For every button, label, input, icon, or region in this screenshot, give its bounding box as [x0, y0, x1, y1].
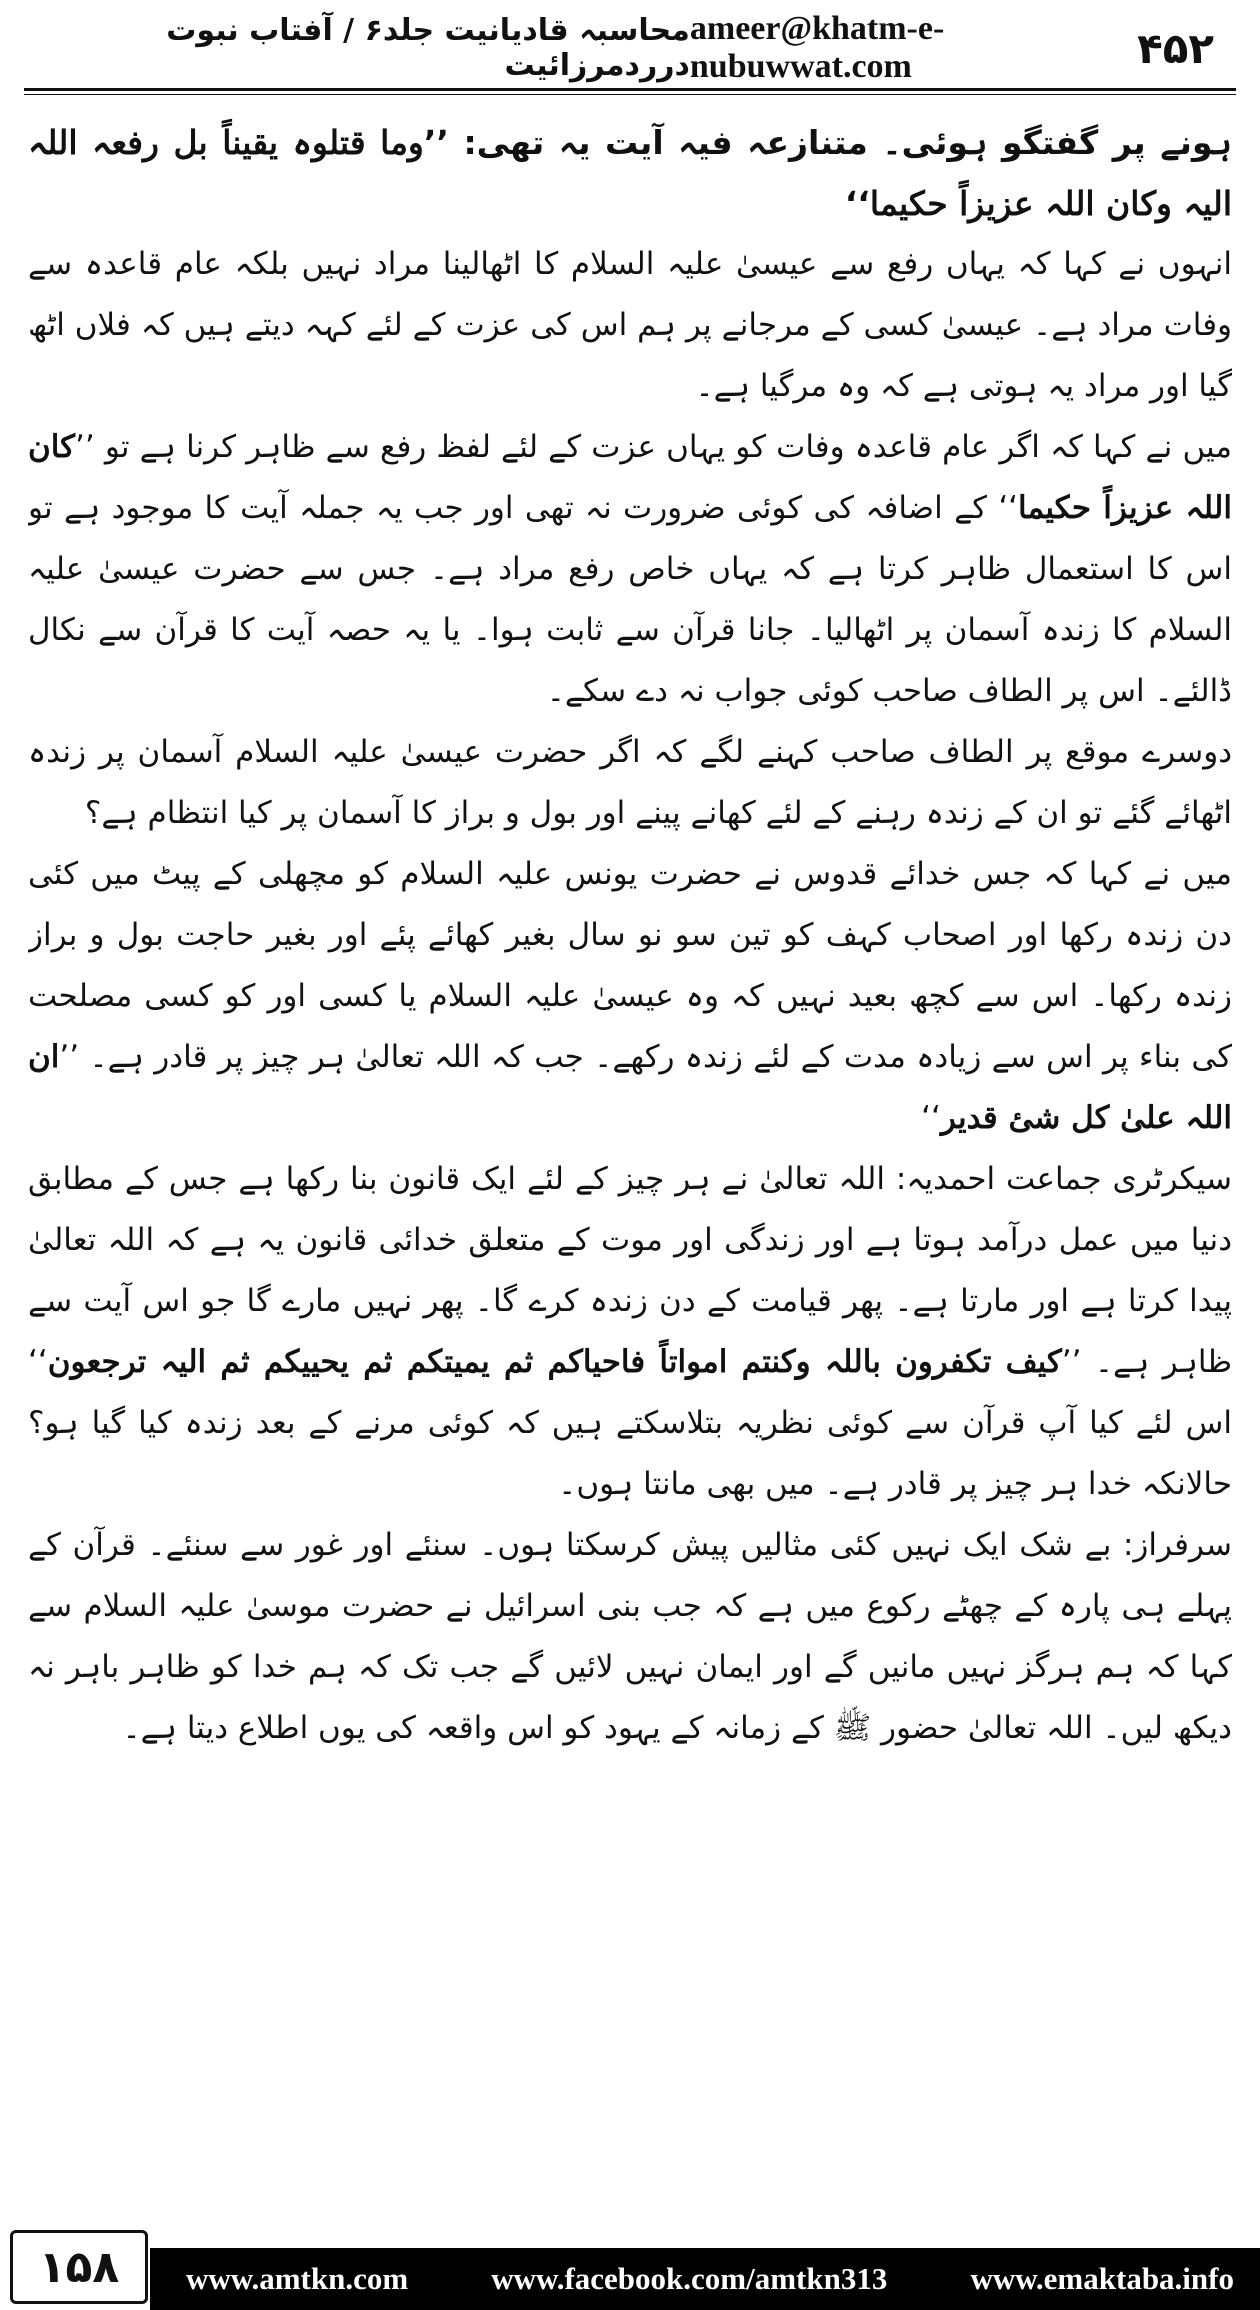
paragraph-1: ہونے پر گفتگو ہوئی۔ متنازعہ فیہ آیت یہ تھی: ’’وما قتلوہ یقیناً بل رفعہ اللہ الیہ وکان اللہ عزیزاً حکیما‘‘	[28, 123, 1232, 223]
page-header	[28, 12, 1232, 84]
paragraph-7: سرفراز: بے شک ایک نہیں کئی مثالیں پیش کرسکتا ہوں۔ سنئے اور غور سے سنئے۔ قرآن کے پہلے ہی پارہ کے چھٹے رکوع میں ہے کہ جب بنی اسرائیل نے حضرت موسیٰ علیہ السلام سے کہا کہ ہم ہرگز نہیں مانیں گے اور ایمان نہیں لائیں گے جب تک کہ ہم خدا کو ظاہر باہر نہ دیکھ لیں۔ اللہ تعالیٰ حضور ﷺ کے زمانہ کے یہود کو اس واقعہ کی یوں اطلاع دیتا ہے۔	[28, 1527, 1232, 1746]
footer-link-bar	[150, 2248, 1260, 2310]
header-left-group	[690, 10, 1232, 86]
footer-link-amtkn[interactable]: www.amtkn.com	[186, 2261, 409, 2296]
paragraph-4: دوسرے موقع پر الطاف صاحب کہنے لگے کہ اگر حضرت عیسیٰ علیہ السلام آسمان پر زندہ اٹھائے گئے تو ان کے زندہ رہنے کے لئے کھانے پینے اور بول و براز کا آسمان پر کیا انتظام ہے؟	[28, 734, 1232, 831]
running-title: محاسبہ قادیانیت جلد۶ / آفتاب نبوت درردمرزائیت	[166, 13, 690, 83]
quran-quote: وما قتلوہ یقیناً بل رفعہ اللہ الیہ وکان اللہ عزیزاً حکیما	[28, 123, 1232, 223]
paragraph-5: میں نے کہا کہ جس خدائے قدوس نے حضرت یونس علیہ السلام کو مچھلی کے پیٹ میں کئی دن زندہ رکھا اور اصحاب کہف کو تین سو نو سال بغیر کھائے پئے اور بغیر حاجت بول و براز زندہ رکھا۔ اس سے کچھ بعید نہیں کہ وہ عیسیٰ علیہ السلام یا کسی اور کو کسی مصلحت کی بناء پر اس سے زیادہ مدت کے لئے زندہ رکھے۔ جب کہ اللہ تعالیٰ ہر چیز پر قادر ہے۔ ’’ان اللہ علیٰ کل شئ قدیر‘‘	[28, 856, 1232, 1136]
header-page-number: ۴۵۲	[1137, 23, 1214, 73]
footer-link-emaktaba[interactable]: www.emaktaba.info	[970, 2261, 1234, 2296]
footer-link-facebook[interactable]: www.facebook.com/amtkn313	[491, 2261, 888, 2296]
page-footer	[0, 2224, 1260, 2310]
book-page-number: ۱۵۸	[10, 2230, 148, 2304]
quran-quote: کیف تکفرون باللہ وکنتم امواتاً فاحیاکم ثم یمیتکم ثم یحییکم ثم الیہ ترجعون	[47, 1344, 1062, 1380]
quran-quote: کان اللہ عزیزاً حکیما	[28, 429, 1232, 526]
header-rule-thin	[24, 94, 1236, 95]
quran-quote: ان اللہ علیٰ کل شئ قدیر	[28, 1039, 1232, 1136]
paragraph-2: انہوں نے کہا کہ یہاں رفع سے عیسیٰ علیہ السلام کا اٹھالینا مراد نہیں بلکہ عام قاعدہ سے وفات مراد ہے۔ عیسیٰ کسی کے مرجانے پر ہم اس کی عزت کے لئے کہہ دیتے ہیں کہ فلاں اٹھ گیا اور مراد یہ ہوتی ہے کہ وہ مرگیا ہے۔	[28, 246, 1232, 404]
header-rule	[24, 88, 1236, 91]
header-email[interactable]: ameer@khatm-e-nubuwwat.com	[689, 10, 945, 85]
paragraph-6: سیکرٹری جماعت احمدیہ: اللہ تعالیٰ نے ہر چیز کے لئے ایک قانون بنا رکھا ہے جس کے مطابق دنیا میں عمل درآمد ہوتا ہے اور زندگی اور موت کے متعلق خدائی قانون یہ ہے کہ اللہ تعالیٰ پیدا کرتا ہے اور مارتا ہے۔ پھر قیامت کے دن زندہ کرے گا۔ پھر نہیں مارے گا جو اس آیت سے ظاہر ہے۔ ’’کیف تکفرون باللہ وکنتم امواتاً فاحیاکم ثم یمیتکم ثم یحییکم ثم الیہ ترجعون‘‘ اس لئے کیا آپ قرآن سے کوئی نظریہ بتلاسکتے ہیں کہ کوئی مرنے کے بعد زندہ کیا گیا ہو؟ حالانکہ خدا ہر چیز پر قادر ہے۔ میں بھی مانتا ہوں۔	[28, 1161, 1232, 1502]
paragraph-3: میں نے کہا کہ اگر عام قاعدہ وفات کو یہاں عزت کے لئے لفظ رفع سے ظاہر کرنا ہے تو ’’کان اللہ عزیزاً حکیما‘‘ کے اضافہ کی کوئی ضرورت نہ تھی اور جب یہ جملہ آیت کا موجود ہے تو اس کا استعمال ظاہر کرتا ہے کہ یہاں خاص رفع مراد ہے۔ جس سے حضرت عیسیٰ علیہ السلام کا زندہ آسمان پر اٹھالیا۔ جانا قرآن سے ثابت ہوا۔ یا یہ حصہ آیت کا قرآن سے نکال ڈالئے۔ اس پر الطاف صاحب کوئی جواب نہ دے سکے۔	[28, 429, 1232, 709]
page-body	[28, 112, 1232, 2217]
